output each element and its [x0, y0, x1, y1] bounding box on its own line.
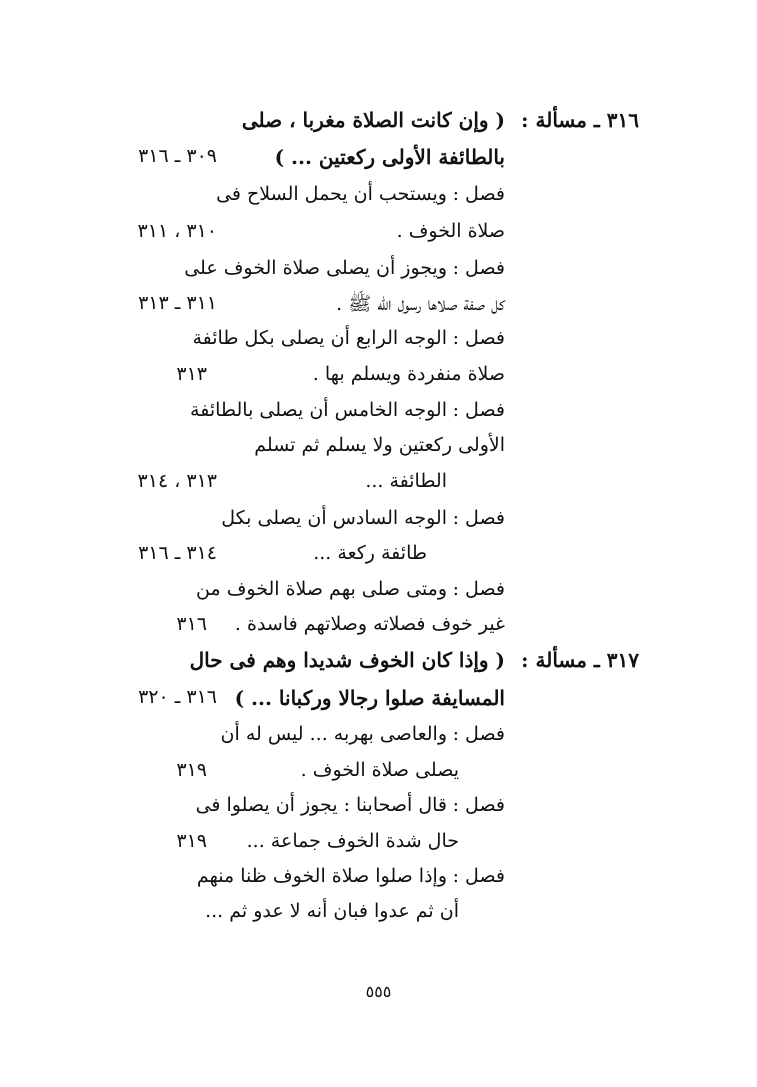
fasl-line-1: والعاصى بهربه ... ليس له أن	[220, 723, 447, 745]
fasl-line-2: صلاة الخوف .	[396, 220, 505, 242]
fasl-line-2: يصلى صلاة الخوف .	[300, 759, 459, 781]
page-ref: ٣١٦	[176, 613, 207, 635]
masala-label: ٣١٧ ـ مسألة :	[521, 648, 639, 672]
page-ref: ٣١٣	[176, 363, 207, 385]
fasl-line-1: ومتى صلى بهم صلاة الخوف من	[196, 578, 447, 600]
page-number: ٥٥٥	[365, 982, 392, 1001]
fasl-label: فصل :	[452, 257, 505, 279]
fasl-label: فصل :	[452, 183, 505, 205]
page-ref: ٣١٠ ، ٣١١	[137, 220, 217, 242]
fasl-line-2: كل صفة صلاها رسول الله ﷺ .	[336, 293, 505, 315]
fasl-label: فصل :	[452, 865, 505, 887]
fasl-line-1: قال أصحابنا : يجوز أن يصلوا فى	[195, 794, 447, 816]
fasl-label: فصل :	[452, 578, 505, 600]
fasl-label: فصل :	[452, 723, 505, 745]
page-ref: ٣١١ ـ ٣١٣	[138, 292, 217, 314]
fasl-label: فصل :	[452, 399, 505, 421]
page-ref: ٣٠٩ ـ ٣١٦	[138, 145, 217, 167]
fasl-line-2: صلاة منفردة ويسلم بها .	[312, 363, 505, 385]
fasl-line-1: الوجه السادس أن يصلى بكل	[221, 507, 447, 529]
page-ref: ٣١٦ ـ ٣٢٠	[138, 686, 217, 708]
fasl-line-3: الطائفة ...	[365, 470, 447, 492]
fasl-line-2: الأولى ركعتين ولا يسلم ثم تسلم	[254, 434, 505, 456]
masala-title-line-2: المسايفة صلوا رجالا وركبانا ... )	[234, 686, 505, 710]
fasl-line-2: أن ثم عدوا فبان أنه لا عدو ثم ...	[205, 900, 459, 922]
fasl-line-1: وإذا صلوا صلاة الخوف ظنا منهم	[196, 865, 447, 887]
masala-title-line-1: ( وإن كانت الصلاة مغربا ، صلى	[241, 108, 505, 132]
page-ref: ٣١٤ ـ ٣١٦	[138, 542, 217, 564]
fasl-line-1: الوجه الخامس أن يصلى بالطائفة	[190, 399, 447, 421]
fasl-line-2: طائفة ركعة ...	[313, 542, 427, 564]
fasl-line-2: غير خوف فصلاته وصلاتهم فاسدة .	[234, 613, 505, 635]
fasl-line-2: حال شدة الخوف جماعة ...	[246, 830, 459, 852]
masala-label: ٣١٦ ـ مسألة :	[521, 108, 639, 132]
page-ref: ٣١٩	[176, 759, 207, 781]
fasl-line-1: ويستحب أن يحمل السلاح فى	[216, 183, 447, 205]
fasl-line-1: ويجوز أن يصلى صلاة الخوف على	[184, 257, 447, 279]
fasl-label: فصل :	[452, 327, 505, 349]
masala-title-line-2: بالطائفة الأولى ركعتين ... )	[274, 145, 505, 169]
fasl-line-1: الوجه الرابع أن يصلى بكل طائفة	[192, 327, 447, 349]
fasl-label: فصل :	[452, 794, 505, 816]
page-ref: ٣١٩	[176, 830, 207, 852]
fasl-label: فصل :	[452, 507, 505, 529]
page-ref: ٣١٣ ، ٣١٤	[137, 470, 217, 492]
masala-title-line-1: ( وإذا كان الخوف شديدا وهم فى حال	[189, 648, 505, 672]
